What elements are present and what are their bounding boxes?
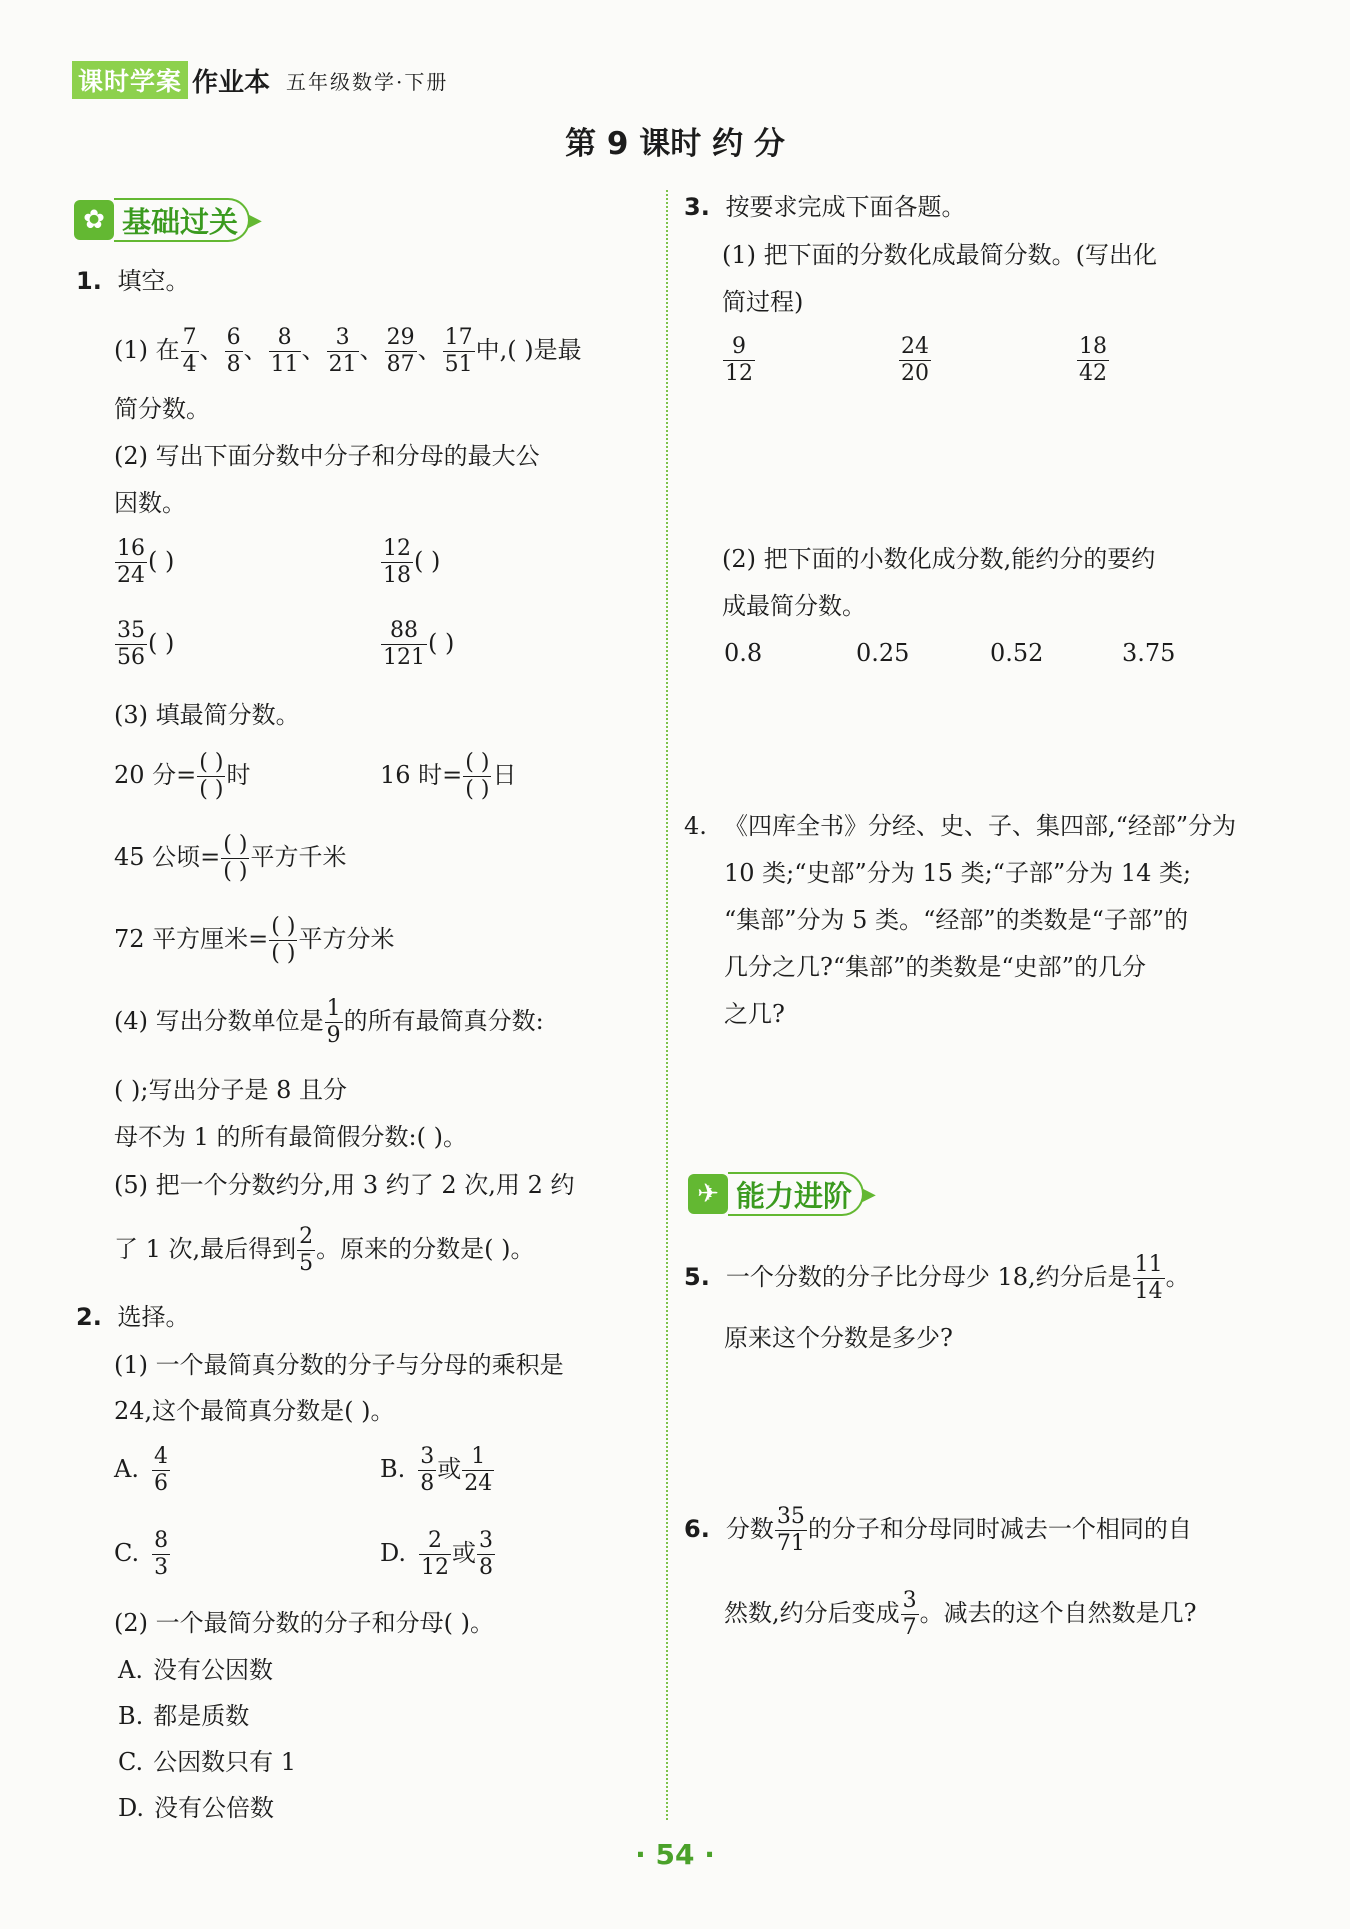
- q3-heading: [684, 192, 965, 222]
- brand-label: 课时学案: [72, 61, 188, 99]
- q2-p2-line: (2) 一个最简分数的分子和分母( )。: [114, 1609, 494, 1637]
- separator: 、: [199, 336, 224, 364]
- q1-p4-line1: (4) 写出分数单位是 $\frac{1}{9}$ 的所有最简真分数:: [114, 996, 544, 1048]
- fraction: $\frac{17}{51}$: [444, 325, 473, 377]
- q1-p2-item-3: $\frac{35}{56}$ ( ): [117, 618, 175, 670]
- arrow-icon: ▶: [862, 1183, 876, 1205]
- q1-p4-line3: 母不为 1 的所有最简假分数:( )。: [114, 1123, 467, 1151]
- section-basic-title: 基础过关: [114, 198, 250, 242]
- q2-p1-line2: 24,这个最简真分数是( )。: [114, 1397, 395, 1425]
- q4-number: 4.: [684, 812, 707, 840]
- q3-p1-line1: (1) 把下面的分数化成最简分数。(写出化: [722, 241, 1157, 269]
- q4-line3: “集部”分为 5 类。“经部”的类数是“子部”的: [724, 906, 1189, 934]
- q4-line1: 《四库全书》分经、史、子、集四部,“经部”分为: [724, 812, 1237, 840]
- q1-p3-item-1: 20 分= $\frac{( )}{( )}$ 时: [114, 750, 251, 802]
- q2-p1-line1: (1) 一个最简真分数的分子与分母的乘积是: [114, 1351, 564, 1379]
- q3-p2-line1: (2) 把下面的小数化成分数,能约分的要约: [722, 545, 1156, 573]
- fraction: $\frac{7}{4}$: [182, 325, 197, 377]
- q2-heading: [76, 1302, 189, 1332]
- q1-p3-title: (3) 填最简分数。: [114, 701, 300, 729]
- book-header: [72, 62, 448, 98]
- q1-p2-item-1: $\frac{16}{24}$ ( ): [117, 536, 175, 588]
- section-basic-header: [74, 200, 262, 240]
- q6-line1: 6. 分数 $\frac{35}{71}$ 的分子和分母同时减去一个相同的自: [684, 1504, 1192, 1556]
- q1-number: 1.: [76, 267, 102, 295]
- page-number: · 54 ·: [635, 1838, 715, 1871]
- q1-p2-item-2: $\frac{12}{18}$ ( ): [383, 536, 441, 588]
- option-2c[interactable]: C. 公因数只有 1: [118, 1748, 297, 1776]
- q1-part1: [114, 322, 582, 378]
- q4-line4: 几分之几?“集部”的类数是“史部”的几分: [724, 953, 1146, 981]
- runner-icon: ✈: [688, 1174, 728, 1214]
- option-2a[interactable]: A. 没有公因数: [118, 1656, 273, 1684]
- q1-p1-prefix: (1) 在: [114, 336, 180, 364]
- separator: 、: [243, 336, 268, 364]
- q3-p1-line2: 简过程): [722, 288, 804, 316]
- lesson-title: 第 9 课时 约 分: [565, 126, 785, 162]
- q3-number: 3.: [684, 193, 710, 221]
- book-type-label: 作业本: [192, 67, 271, 98]
- q1-p5-line2: 了 1 次,最后得到 $\frac{2}{5}$ 。原来的分数是( )。: [114, 1224, 535, 1276]
- answer-blank[interactable]: ( ): [428, 629, 455, 657]
- gear-icon: ✿: [74, 200, 114, 240]
- answer-blank[interactable]: ( ): [465, 750, 490, 775]
- option-2b[interactable]: B. 都是质数: [118, 1702, 250, 1730]
- option-2d[interactable]: D. 没有公倍数: [118, 1794, 275, 1822]
- column-divider: [666, 190, 668, 1820]
- q3-p2-line2: 成最简分数。: [722, 592, 866, 620]
- q1-p2-line2: 因数。: [114, 489, 186, 517]
- q5-line1: 5. 一个分数的分子比分母少 18,约分后是 $\frac{11}{14}$ 。: [684, 1252, 1190, 1304]
- q4-line2: 10 类;“史部”分为 15 类;“子部”分为 14 类;: [724, 859, 1192, 887]
- q1-p3-item-4: 72 平方厘米= $\frac{( )}{( )}$ 平方分米: [114, 914, 395, 966]
- q3-decimal-4: 3.75: [1122, 639, 1176, 667]
- fraction: $\frac{6}{8}$: [226, 325, 241, 377]
- q5-line2: 原来这个分数是多少?: [724, 1324, 953, 1352]
- answer-blank[interactable]: ( ): [223, 832, 248, 857]
- option-a[interactable]: A. $\frac{4}{6}$: [114, 1444, 168, 1496]
- q3-decimal-3: 0.52: [990, 639, 1044, 667]
- q1-p2-item-4: $\frac{88}{121}$ ( ): [383, 618, 455, 670]
- section-advanced-header: [688, 1174, 876, 1214]
- option-c[interactable]: C. $\frac{8}{3}$: [114, 1528, 169, 1580]
- q1-p4-line2: ( );写出分子是 8 且分: [114, 1076, 347, 1104]
- separator: 、: [301, 336, 326, 364]
- answer-blank[interactable]: ( ): [223, 859, 248, 884]
- q3-decimal-2: 0.25: [856, 639, 910, 667]
- q6-line2: 然数,约分后变成 $\frac{3}{7}$ 。减去的这个自然数是几?: [724, 1588, 1197, 1640]
- q1-p5-line1: (5) 把一个分数约分,用 3 约了 2 次,用 2 约: [114, 1171, 575, 1199]
- fraction: $\frac{3}{21}$: [328, 325, 357, 377]
- q3-fraction-3: $\frac{18}{42}$: [1079, 334, 1107, 386]
- q1-heading: [76, 266, 189, 296]
- answer-blank[interactable]: ( ): [148, 547, 175, 575]
- q3-fraction-1: $\frac{9}{12}$: [725, 334, 753, 386]
- q1-p1-suffix: 简分数。: [114, 395, 210, 423]
- q3-title: 按要求完成下面各题。: [725, 193, 966, 221]
- q1-fraction-list: [180, 325, 476, 377]
- q1-title: 填空。: [117, 267, 190, 295]
- q3-decimal-1: 0.8: [724, 639, 763, 667]
- answer-blank[interactable]: ( ): [148, 629, 175, 657]
- separator: 、: [417, 336, 442, 364]
- answer-blank[interactable]: ( ): [465, 777, 490, 802]
- option-b[interactable]: B. $\frac{3}{8}$ 或 $\frac{1}{24}$: [380, 1444, 493, 1496]
- answer-blank[interactable]: ( ): [199, 777, 224, 802]
- fraction: $\frac{8}{11}$: [270, 325, 299, 377]
- answer-blank[interactable]: ( ): [199, 750, 224, 775]
- answer-blank[interactable]: ( ): [271, 914, 296, 939]
- grade-label: 五年级数学·下册: [286, 69, 449, 94]
- q1-p3-item-3: 45 公顷= $\frac{( )}{( )}$ 平方千米: [114, 832, 347, 884]
- separator: 、: [359, 336, 384, 364]
- q4-line5: 之几?: [724, 1000, 785, 1028]
- answer-blank[interactable]: ( ): [271, 941, 296, 966]
- q2-title: 选择。: [117, 1303, 190, 1331]
- q2-number: 2.: [76, 1303, 102, 1331]
- q3-fraction-2: $\frac{24}{20}$: [901, 334, 929, 386]
- q1-p3-item-2: 16 时= $\frac{( )}{( )}$ 日: [380, 750, 517, 802]
- arrow-icon: ▶: [248, 209, 262, 231]
- q1-p2-line1: (2) 写出下面分数中分子和分母的最大公: [114, 442, 540, 470]
- q1-p1-middle: 中,( )是最: [475, 336, 582, 364]
- answer-blank[interactable]: ( ): [414, 547, 441, 575]
- option-d[interactable]: D. $\frac{2}{12}$ 或 $\frac{3}{8}$: [380, 1528, 494, 1580]
- fraction: $\frac{29}{87}$: [386, 325, 415, 377]
- section-advanced-title: 能力进阶: [728, 1172, 864, 1216]
